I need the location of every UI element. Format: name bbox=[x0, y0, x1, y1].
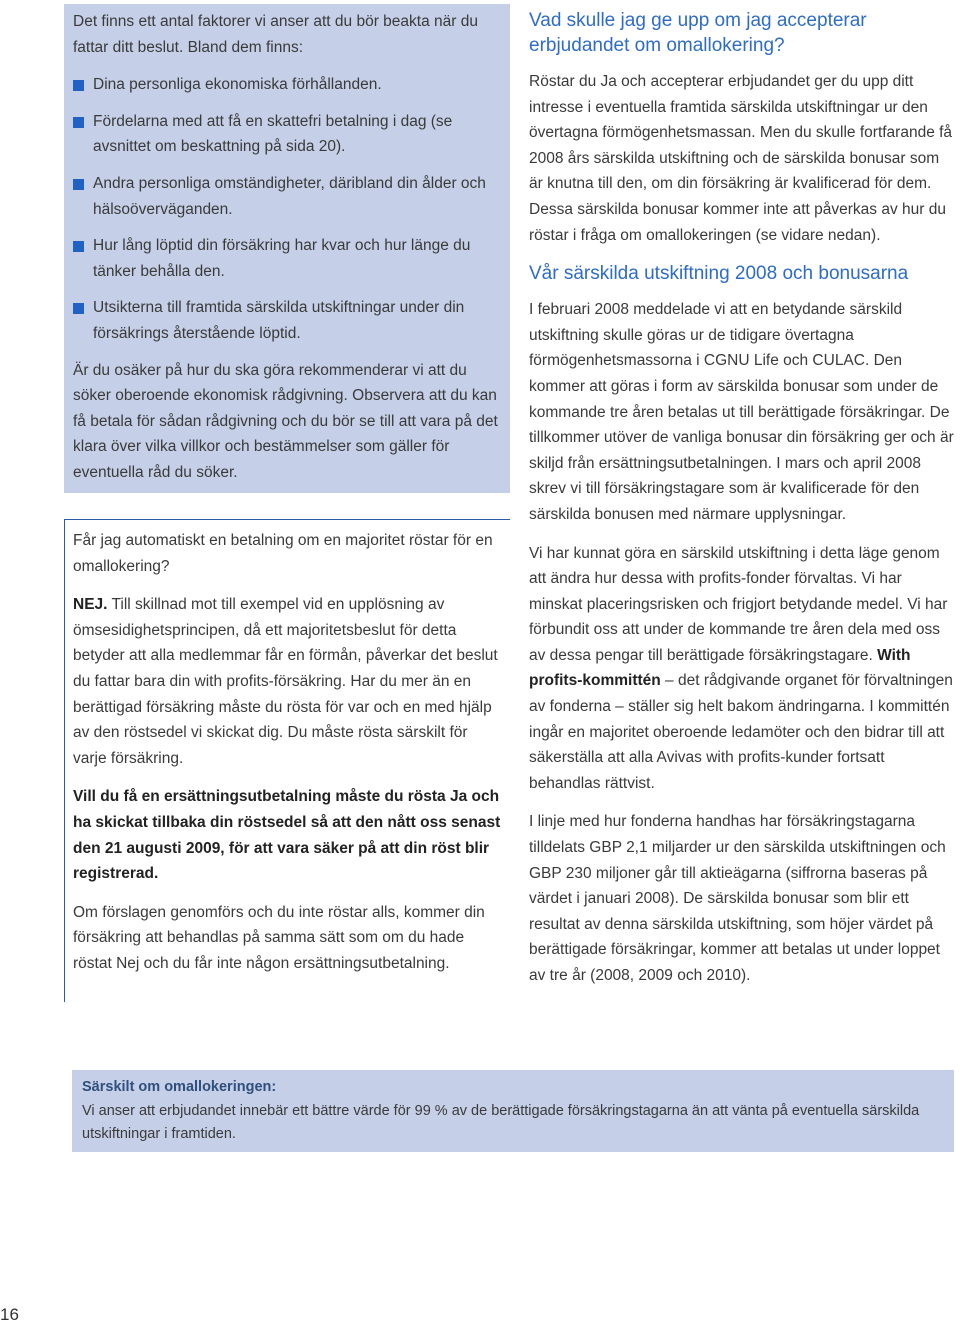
committee-name: With profits-kommittén bbox=[529, 646, 911, 690]
right-column bbox=[529, 8, 954, 1002]
answer-paragraph bbox=[73, 592, 502, 771]
payment-question-section bbox=[64, 519, 510, 1002]
list-item: Andra personliga omständigheter, däribland din ålder och hälsoöverväganden. bbox=[73, 171, 500, 222]
square-bullet-icon bbox=[73, 241, 84, 252]
considerations-box bbox=[64, 4, 510, 493]
advice-paragraph: Är du osäker på hur du ska göra rekommenderar vi att du söker oberoende ekonomisk rådgivning. Observera att du kan få betala för sådan rådgivning och du bör se till att vara på det klara över vilka villkor och bestämmelser som gäller för eventuella råd du söker. bbox=[73, 361, 498, 481]
no-vote-paragraph: Om förslagen genomförs och du inte röstar alls, kommer din försäkring att behandlas på samma sätt som om du hade röstat Nej och du får inte någon ersättningsutbetalning. bbox=[73, 903, 485, 972]
list-item: Hur lång löptid din försäkring har kvar och hur länge du tänker behålla den. bbox=[73, 233, 500, 284]
reallocation-note-box bbox=[72, 1070, 954, 1152]
deadline-notice: Vill du få en ersättningsutbetalning måste du rösta Ja och ha skickat tillbaka din röstsedel så att den nått oss senast den 21 augusti 2009, för att vara säker på att din röst blir registrerad. bbox=[73, 788, 501, 883]
bonus-paragraph: I februari 2008 meddelade vi att en betydande särskild utskiftning skulle göras ur de tidigare övertagna förmögenhetsmassorna i CGNU Life och CULAC. Den kommer att göras i form av särskilda bonusar som under de kommande tre åren betalas ut till berättigade försäkringar. De tillkommer utöver de vanliga bonusar din försäkring ger och är skiljd från ersättningsutbetalningen. I mars och april 2008 skrev vi till försäkringstagare som är kvalificerade för den särskilda bonusen med närmare upplysningar. bbox=[529, 301, 954, 523]
list-item: Utsikterna till framtida särskilda utskiftningar under din försäkrings återstående löptid. bbox=[73, 295, 500, 346]
give-up-paragraph: Röstar du Ja och accepterar erbjudandet ger du upp ditt intresse i eventuella framtida särskilda utskiftningar ur den övertagna förmögenhetsmassan. Men du skulle fortfarande få 2008 års särskilda utskiftning och de särskilda bonusar som är knutna till den, om din försäkring är kvalificerad för dem. Dessa särskilda bonusar kommer inte att påverkas av hur du röstar i fråga om omallokeringen (se vidare nedan). bbox=[529, 73, 953, 244]
note-title: Särskilt om omallokeringen: bbox=[82, 1079, 277, 1095]
page-number: 16 bbox=[0, 1305, 19, 1324]
square-bullet-icon bbox=[73, 179, 84, 190]
section-heading-give-up: Vad skulle jag ge upp om jag accepterar erbjudandet om omallokering? bbox=[529, 10, 867, 56]
list-item: Dina personliga ekonomiska förhållanden. bbox=[73, 72, 500, 98]
considerations-list bbox=[73, 72, 500, 346]
section-heading-bonus: Vår särskilda utskiftning 2008 och bonusarna bbox=[529, 263, 909, 285]
answer-lead: NEJ. bbox=[73, 596, 108, 614]
question-heading: Får jag automatiskt en betalning om en majoritet röstar för en omallokering? bbox=[73, 532, 493, 575]
square-bullet-icon bbox=[73, 117, 84, 128]
allocation-paragraph: I linje med hur fonderna handhas har försäkringstagarna tilldelats GBP 2,1 miljarder ur den särskilda utskiftningen och GBP 230 miljoner går till aktieägarna (siffrorna baseras på värdet i januari 2008). De särskilda bonusar som blir ett resultat av denna särskilda utskiftning, som höjer värdet på berättigade försäkringar, kommer att betalas ut under loppet av tre år (2008, 2009 och 2010). bbox=[529, 813, 946, 984]
fund-change-paragraph: Vi har kunnat göra en särskild utskiftning i detta läge genom att ändra hur dessa with profits-fonder förvaltas. Vi har minskat placeringsrisken och frigjort betydande medel. Vi har förbundit oss att under de kommande tre åren dela med oss av dessa pengar till berättigade försäkringstagare. With profits-kommittén – det rådgivande organet för förvaltningen av fonderna – ställer sig helt bakom ändringarna. I kommittén ingår en majoritet oberoende ledamöter och den bidrar till att säkerställa att alla Avivas with profits-kunder fortsatt behandlas rättvist. bbox=[529, 544, 953, 792]
square-bullet-icon bbox=[73, 80, 84, 91]
list-item: Fördelarna med att få en skattefri betalning i dag (se avsnittet om beskattning på sida 20). bbox=[73, 109, 500, 160]
square-bullet-icon bbox=[73, 303, 84, 314]
considerations-intro: Det finns ett antal faktorer vi anser att du bör beakta när du fattar ditt beslut. Bland dem finns: bbox=[73, 13, 478, 56]
note-text: Vi anser att erbjudandet innebär ett bättre värde för 99 % av de berättigade försäkringstagarna än att vänta på eventuella särskilda utskiftningar i framtiden. bbox=[82, 1102, 920, 1142]
answer-text: Till skillnad mot till exempel vid en upplösning av ömsesidighetsprincipen, då ett majoritetsbeslut för detta betyder att alla medlemmar får en förmån, påverkar det beslut du fattar bara din with profits-försäkring. Har du mer än en berättigad försäkring måste du rösta för var och en med hjälp av den röstsedel vi skickat dig. Du måste rösta särskilt för varje försäkring. bbox=[73, 596, 498, 767]
